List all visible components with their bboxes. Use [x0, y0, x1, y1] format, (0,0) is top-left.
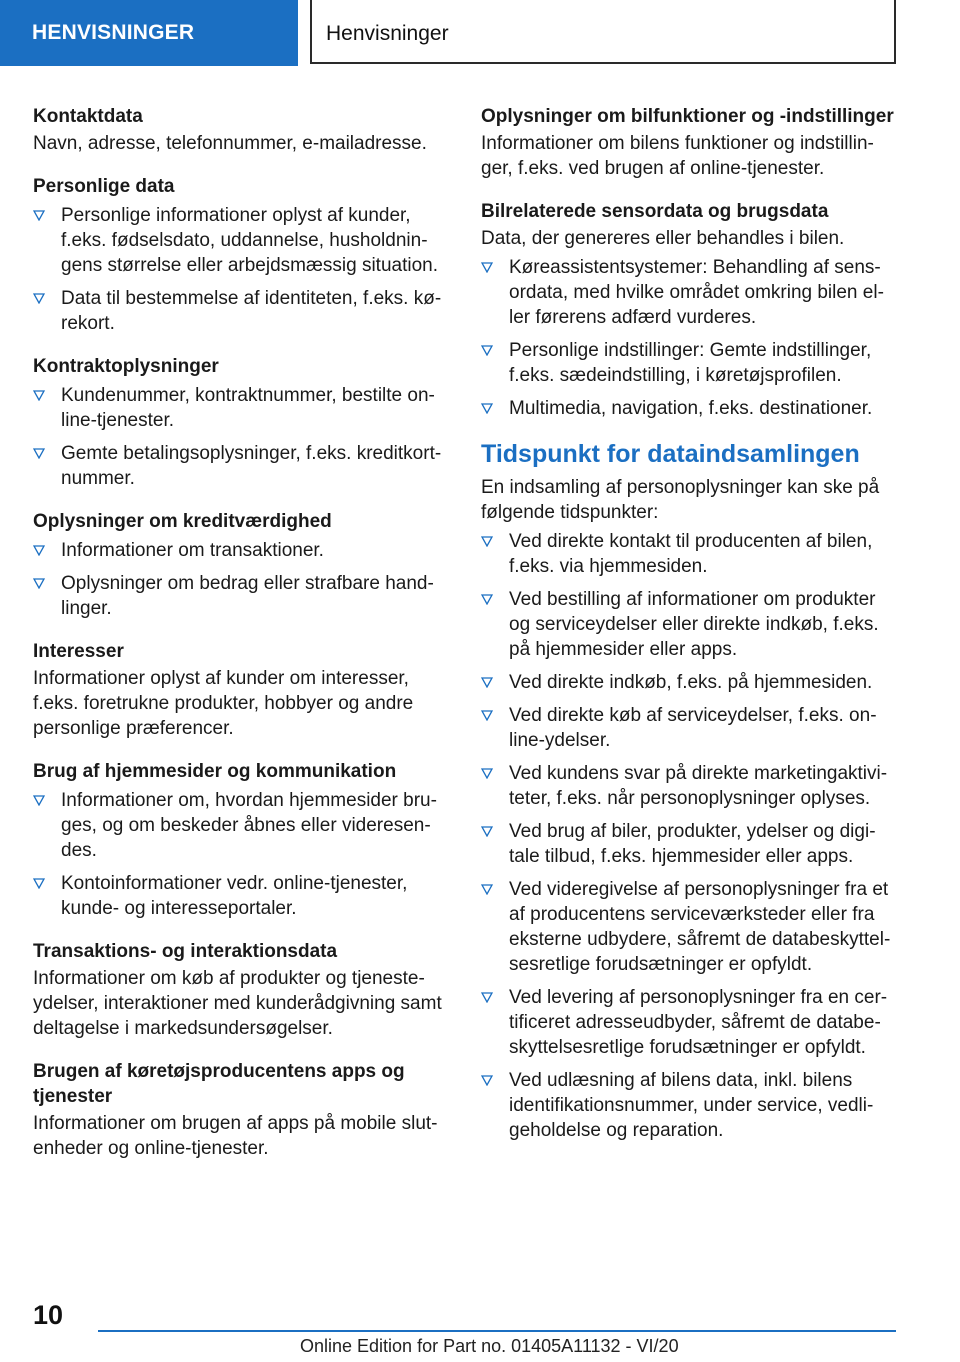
content-block: [33, 1059, 445, 1161]
list-item: [33, 571, 445, 621]
block-text: Informationer om bilens funktioner og indstillinger, f.eks. ved brugen af online-tjenester.: [481, 133, 874, 179]
triangle-bullet-icon: [481, 704, 495, 718]
block-list: [33, 383, 445, 491]
list-item: [33, 788, 445, 863]
list-item: [33, 538, 445, 563]
content-block: [481, 199, 895, 421]
triangle-bullet-icon: [481, 671, 495, 685]
list-item-text: Informationer om, hvordan hjemmesider bruges, og om beskeder åbnes eller videresendes.: [61, 790, 437, 861]
left-column: [33, 104, 445, 1179]
triangle-bullet-icon: [481, 256, 495, 270]
block-heading: Brug af hjemmesider og kommunikation: [33, 761, 397, 782]
block-heading: Interesser: [33, 641, 124, 662]
list-item: [481, 338, 895, 388]
block-heading: Oplysninger om kreditværdighed: [33, 511, 332, 532]
block-heading: Brugen af køretøjsproducentens apps og tjenester: [33, 1061, 405, 1107]
list-item: [481, 529, 895, 579]
triangle-bullet-icon: [481, 530, 495, 544]
right-column: [481, 104, 895, 1151]
footer-divider: [98, 1330, 896, 1332]
triangle-bullet-icon: [33, 539, 47, 553]
triangle-bullet-icon: [33, 572, 47, 586]
list-item: [481, 819, 895, 869]
list-item-text: Oplysninger om bedrag eller strafbare handlinger.: [61, 573, 434, 619]
block-text: Informationer oplyst af kunder om interesser, f.eks. foretrukne produkter, hobbyer og andre personlige præferencer.: [33, 668, 414, 739]
list-item-text: Ved direkte kontakt til producenten af bilen, f.eks. via hjemmesiden.: [509, 531, 873, 577]
list-item-text: Informationer om transaktioner.: [61, 540, 324, 561]
section-title: Tidspunkt for dataindsamlingen: [481, 440, 860, 468]
block-list: [33, 788, 445, 921]
triangle-bullet-icon: [481, 986, 495, 1000]
section-intro: En indsamling af personoplysninger kan ske på følgende tidspunkter:: [481, 477, 880, 523]
content-block: [481, 104, 895, 181]
list-item-text: Gemte betalingsoplysninger, f.eks. kreditkortnummer.: [61, 443, 442, 489]
triangle-bullet-icon: [33, 204, 47, 218]
list-item-text: Ved udlæsning af bilens data, inkl. bilens identifikationsnummer, under service, vedligeholdelse og reparation.: [509, 1070, 874, 1141]
content-block: [33, 509, 445, 621]
list-item: [481, 255, 895, 330]
triangle-bullet-icon: [33, 789, 47, 803]
section-list: [481, 529, 895, 1143]
list-item: [481, 670, 895, 695]
list-item: [481, 396, 895, 421]
content-block: [33, 354, 445, 491]
triangle-bullet-icon: [481, 397, 495, 411]
list-item: [481, 877, 895, 977]
list-item-text: Multimedia, navigation, f.eks. destinationer.: [509, 398, 873, 419]
block-heading: Kontraktoplysninger: [33, 356, 219, 377]
block-heading: Oplysninger om bilfunktioner og -indstillinger: [481, 106, 894, 127]
list-item-text: Personlige indstillinger: Gemte indstillinger, f.eks. sædeindstilling, i køretøjsprofilen.: [509, 340, 872, 386]
list-item: [33, 871, 445, 921]
block-text: Data, der genereres eller behandles i bilen.: [481, 228, 845, 249]
triangle-bullet-icon: [481, 762, 495, 776]
list-item: [33, 383, 445, 433]
content-block: [33, 639, 445, 741]
triangle-bullet-icon: [481, 1069, 495, 1083]
list-item: [481, 587, 895, 662]
triangle-bullet-icon: [33, 872, 47, 886]
edition-text: Online Edition for Part no. 01405A11132 - VI/20: [300, 1336, 679, 1356]
list-item-text: Ved levering af personoplysninger fra en certificeret adresseudbyder, såfremt de databeskyttelsesretlige forudsætninger er opfyldt.: [509, 987, 888, 1058]
list-item-text: Ved bestilling af informationer om produkter og serviceydelser eller direkte indkøb, f.eks. på hjemmesider eller apps.: [509, 589, 879, 660]
section-tab: HENVISNINGER: [0, 0, 298, 66]
list-item: [481, 985, 895, 1060]
content-block: [33, 759, 445, 921]
block-heading: Transaktions- og interaktionsdata: [33, 941, 338, 962]
page-title-box: [310, 0, 896, 64]
list-item: [481, 761, 895, 811]
block-list: [33, 203, 445, 336]
block-heading: Personlige data: [33, 176, 175, 197]
list-item-text: Data til bestemmelse af identiteten, f.eks. kørekort.: [61, 288, 442, 334]
list-item-text: Ved direkte indkøb, f.eks. på hjemmesiden.: [509, 672, 873, 693]
list-item-text: Ved direkte køb af serviceydelser, f.eks. online-ydelser.: [509, 705, 877, 751]
block-text: Informationer om køb af produkter og tjenesteydelser, interaktioner med kunderådgivning samt deltagelse i markedsundersøgelser.: [33, 968, 442, 1039]
page-footer: [0, 1290, 960, 1362]
triangle-bullet-icon: [481, 820, 495, 834]
triangle-bullet-icon: [33, 384, 47, 398]
content-block: [33, 104, 445, 156]
block-text: Navn, adresse, telefonnummer, e-mailadresse.: [33, 133, 427, 154]
content-block: [33, 174, 445, 336]
content-block: [33, 939, 445, 1041]
triangle-bullet-icon: [33, 287, 47, 301]
list-item-text: Ved brug af biler, produkter, ydelser og digitale tilbud, f.eks. hjemmesider eller apps.: [509, 821, 876, 867]
list-item-text: Personlige informationer oplyst af kunder, f.eks. fødselsdato, uddannelse, husholdningens størrelse eller arbejdsmæssig situation.: [61, 205, 438, 276]
block-list: [481, 255, 895, 421]
block-list: [33, 538, 445, 621]
block-text: Informationer om brugen af apps på mobile slutenheder og online-tjenester.: [33, 1113, 438, 1159]
block-heading: Bilrelaterede sensordata og brugsdata: [481, 201, 829, 222]
list-item-text: Ved kundens svar på direkte marketingaktiviteter, f.eks. når personoplysninger oplyses.: [509, 763, 888, 809]
page-title: Henvisninger: [326, 22, 449, 45]
page-header: [0, 0, 960, 66]
list-item-text: Ved videregivelse af personoplysninger fra et af producentens serviceværksteder eller fra eksterne udbydere, såfremt de databeskyttelsesretlige forudsætninger er opfyldt.: [509, 879, 891, 975]
page-number: 10: [33, 1300, 64, 1330]
list-item-text: Køreassistentsystemer: Behandling af sensordata, med hvilke området omkring bilen eller førerens adfærd vurderes.: [509, 257, 884, 328]
list-item: [33, 203, 445, 278]
list-item: [481, 703, 895, 753]
list-item-text: Kontoinformationer vedr. online-tjenester, kunde- og interesseportaler.: [61, 873, 408, 919]
list-item: [33, 286, 445, 336]
list-item-text: Kundenummer, kontraktnummer, bestilte online-tjenester.: [61, 385, 435, 431]
triangle-bullet-icon: [481, 878, 495, 892]
list-item: [481, 1068, 895, 1143]
triangle-bullet-icon: [33, 442, 47, 456]
block-heading: Kontaktdata: [33, 106, 143, 127]
triangle-bullet-icon: [481, 339, 495, 353]
triangle-bullet-icon: [481, 588, 495, 602]
list-item: [33, 441, 445, 491]
right-column-blocks: [481, 104, 895, 421]
